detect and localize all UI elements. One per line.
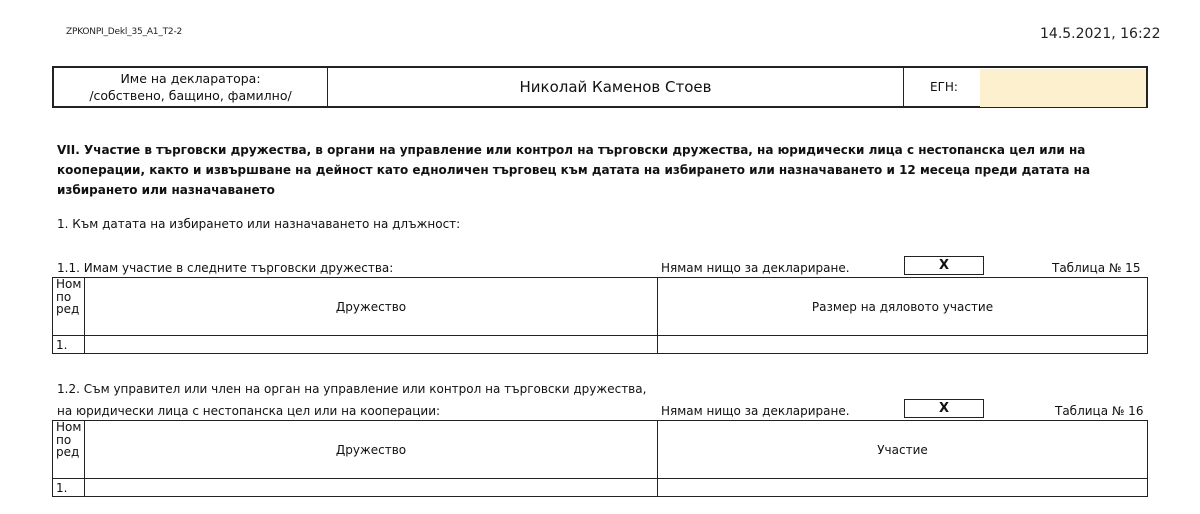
num-column-header bbox=[53, 421, 85, 479]
part2-checkbox[interactable]: X bbox=[904, 399, 984, 418]
table-15 bbox=[52, 277, 1148, 354]
participation-column-header: Участие bbox=[658, 421, 1148, 479]
num-head-line2: по bbox=[56, 432, 72, 447]
table-header-row bbox=[53, 421, 1148, 479]
section-title: VII. Участие в търговски дружества, в органи на управление или контрол на търговски дружества, на юридически лица с нестопанска цел или на кооперации, както и извършване на дейност като едноличен търговец към датата на избирането или назначаването и 12 месеца преди датата на избирането или назначаването bbox=[57, 143, 1091, 197]
declarant-name: Николай Каменов Стоев bbox=[328, 68, 904, 106]
part2-label-line1: 1.2. Съм управител или член на орган на управление или контрол на търговски дружества, bbox=[57, 382, 647, 396]
part2-table-number: Таблица № 16 bbox=[1055, 404, 1144, 418]
part2-nothing-label: Нямам нищо за деклариране. bbox=[661, 404, 850, 418]
num-head-line1: Ном bbox=[56, 277, 82, 291]
print-timestamp: 14.5.2021, 16:22 bbox=[1040, 26, 1161, 42]
declarant-label-line2: /собствено, бащино, фамилно/ bbox=[89, 88, 292, 103]
egn-redaction bbox=[980, 69, 1146, 107]
declarant-label-line1: Име на декларатора: bbox=[120, 71, 261, 86]
company-column-header: Дружество bbox=[85, 421, 658, 479]
egn-label: ЕГН: bbox=[930, 80, 958, 94]
table-16 bbox=[52, 420, 1148, 497]
company-cell[interactable] bbox=[85, 336, 658, 354]
declarant-header bbox=[52, 66, 1148, 108]
declarant-name-label bbox=[54, 68, 328, 106]
row-number: 1. bbox=[53, 336, 85, 354]
egn-cell bbox=[904, 68, 1146, 106]
num-head-line3: ред bbox=[56, 445, 80, 459]
participation-cell[interactable] bbox=[658, 479, 1148, 497]
num-column-header bbox=[53, 278, 85, 336]
part2-label-line2: на юридически лица с нестопанска цел или на кооперации: bbox=[57, 404, 441, 418]
part1-nothing-label: Нямам нищо за деклариране. bbox=[661, 261, 850, 275]
section-subtitle: 1. Към датата на избирането или назначаването на длъжност: bbox=[57, 217, 461, 231]
company-cell[interactable] bbox=[85, 479, 658, 497]
table-row bbox=[53, 336, 1148, 354]
company-column-header: Дружество bbox=[85, 278, 658, 336]
table-row bbox=[53, 479, 1148, 497]
share-cell[interactable] bbox=[658, 336, 1148, 354]
part1-checkbox[interactable]: X bbox=[904, 256, 984, 275]
num-head-line2: по bbox=[56, 289, 72, 304]
row-number: 1. bbox=[53, 479, 85, 497]
share-column-header: Размер на дяловото участие bbox=[658, 278, 1148, 336]
document-id: ZPKONPI_Dekl_35_A1_T2-2 bbox=[66, 27, 183, 37]
table-header-row bbox=[53, 278, 1148, 336]
part1-label: 1.1. Имам участие в следните търговски дружества: bbox=[57, 261, 394, 275]
part1-table-number: Таблица № 15 bbox=[1052, 261, 1141, 275]
num-head-line1: Ном bbox=[56, 420, 82, 434]
num-head-line3: ред bbox=[56, 302, 80, 316]
